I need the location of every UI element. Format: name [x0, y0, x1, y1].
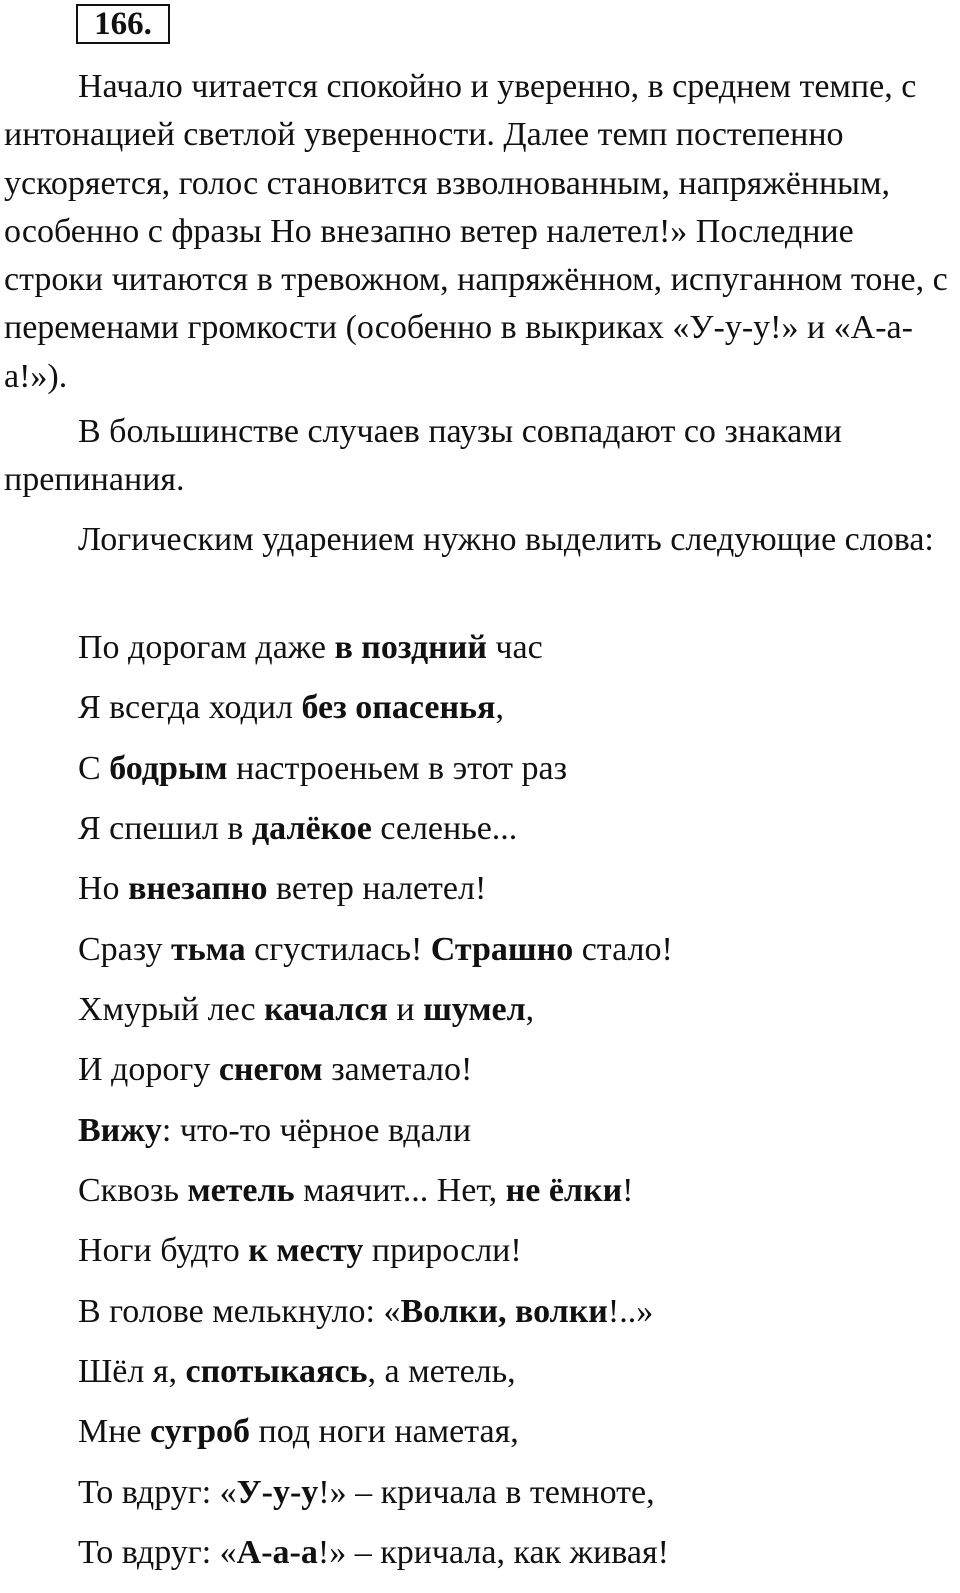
poem-line	[78, 1105, 673, 1165]
poem-text: Я всегда ходил	[78, 689, 302, 727]
poem-line	[78, 1527, 673, 1587]
poem-text: , а метель,	[367, 1353, 516, 1391]
stressed-word: качался	[264, 991, 388, 1029]
poem-text: ,	[525, 991, 535, 1029]
paragraph-logical-stress: Логическим ударением нужно выделить следующие слова:	[78, 521, 934, 558]
stressed-word: к месту	[248, 1232, 364, 1270]
stressed-word: далёкое	[251, 810, 372, 848]
stressed-word: сугроб	[150, 1413, 251, 1451]
poem-line	[78, 1286, 673, 1346]
stressed-word: А-а-а	[236, 1534, 318, 1572]
poem-text: Ноги будто	[78, 1232, 249, 1270]
stressed-word: метель	[187, 1172, 295, 1210]
poem-text: час	[486, 629, 543, 666]
poem-text: Сразу	[78, 930, 171, 968]
paragraph-pauses: В большинстве случаев паузы совпадают со знаками препинания.	[4, 413, 842, 499]
stressed-word: У-у-у	[236, 1473, 319, 1511]
stressed-word: тьма	[171, 930, 246, 968]
poem-text: !» – кричала в темноте,	[318, 1473, 655, 1511]
poem-text: настроеньем в этот раз	[227, 749, 568, 787]
poem-text: сгустилась!	[245, 930, 431, 968]
poem-text: ветер налетел!	[267, 870, 487, 908]
poem-text: Но	[78, 870, 129, 908]
poem-text: Сквозь	[78, 1172, 188, 1210]
poem-line	[78, 682, 673, 742]
poem-line	[78, 1044, 673, 1104]
poem-text: Мне	[78, 1413, 151, 1451]
poem-text: Хмурый лес	[78, 991, 265, 1029]
poem-line	[78, 803, 673, 863]
stressed-word: Волки, волки	[400, 1292, 608, 1330]
poem-text: ,	[495, 689, 504, 727]
poem-line	[78, 1346, 673, 1406]
poem-line	[78, 1225, 673, 1285]
stressed-word: в поздний	[334, 629, 487, 666]
poem-text: Шёл я,	[78, 1353, 186, 1391]
stressed-word: внезапно	[128, 870, 268, 908]
poem-text: !» – кричала, как живая!	[317, 1534, 669, 1572]
paragraph-reading-intonation: Начало читается спокойно и уверенно, в среднем темпе, с интонацией светлой уверенности. Далее темп постепенно ускоряется, голос становится взволнованным, напряжённым, особенно с фразы Но внезапно ветер налетел!» Последние строки читаются в тревожном, напряжённом, испуганном тоне, с переменами громкости (особенно в выкриках «У-у-у!» и «А-а-а!»).	[4, 68, 948, 395]
poem-text: !..»	[607, 1292, 654, 1330]
poem-line	[78, 924, 673, 984]
poem-text: : что-то чёрное вдали	[161, 1111, 472, 1149]
stressed-word: снегом	[218, 1051, 323, 1089]
poem-text: Я спешил в	[78, 810, 252, 848]
poem-text: С	[78, 749, 110, 787]
poem-text: !	[622, 1172, 634, 1210]
poem-lines	[78, 622, 673, 1588]
stressed-word: без опасенья	[301, 689, 496, 727]
task-number-box: 166.	[76, 4, 170, 44]
poem-text: стало!	[573, 930, 673, 968]
poem-line	[78, 1406, 673, 1466]
stressed-word: Страшно	[430, 930, 574, 968]
poem-text: маячит... Нет,	[294, 1172, 506, 1210]
poem-text: приросли!	[363, 1232, 522, 1270]
poem-text: То вдруг: «	[78, 1473, 237, 1511]
poem-text: под ноги наметая,	[250, 1413, 519, 1451]
poem-line	[78, 863, 673, 923]
stressed-word: шумел	[423, 991, 526, 1029]
poem-line	[78, 984, 673, 1044]
poem-text: В голове мелькнуло: «	[78, 1292, 401, 1330]
poem-text: селенье...	[371, 810, 518, 848]
poem-text: заметало!	[322, 1051, 473, 1089]
poem-text: И дорогу	[78, 1051, 219, 1089]
poem-line	[78, 1165, 673, 1225]
stressed-word: спотыкаясь	[185, 1353, 368, 1391]
stressed-word: не ёлки	[505, 1172, 623, 1210]
stressed-word: бодрым	[109, 749, 228, 787]
poem-line	[78, 1467, 673, 1527]
poem-line	[78, 743, 673, 803]
stressed-word: Вижу	[78, 1111, 162, 1149]
poem-line	[78, 622, 673, 682]
poem-text: То вдруг: «	[78, 1534, 237, 1572]
poem-text: и	[387, 991, 424, 1029]
poem-text: По дорогам даже	[78, 629, 335, 666]
